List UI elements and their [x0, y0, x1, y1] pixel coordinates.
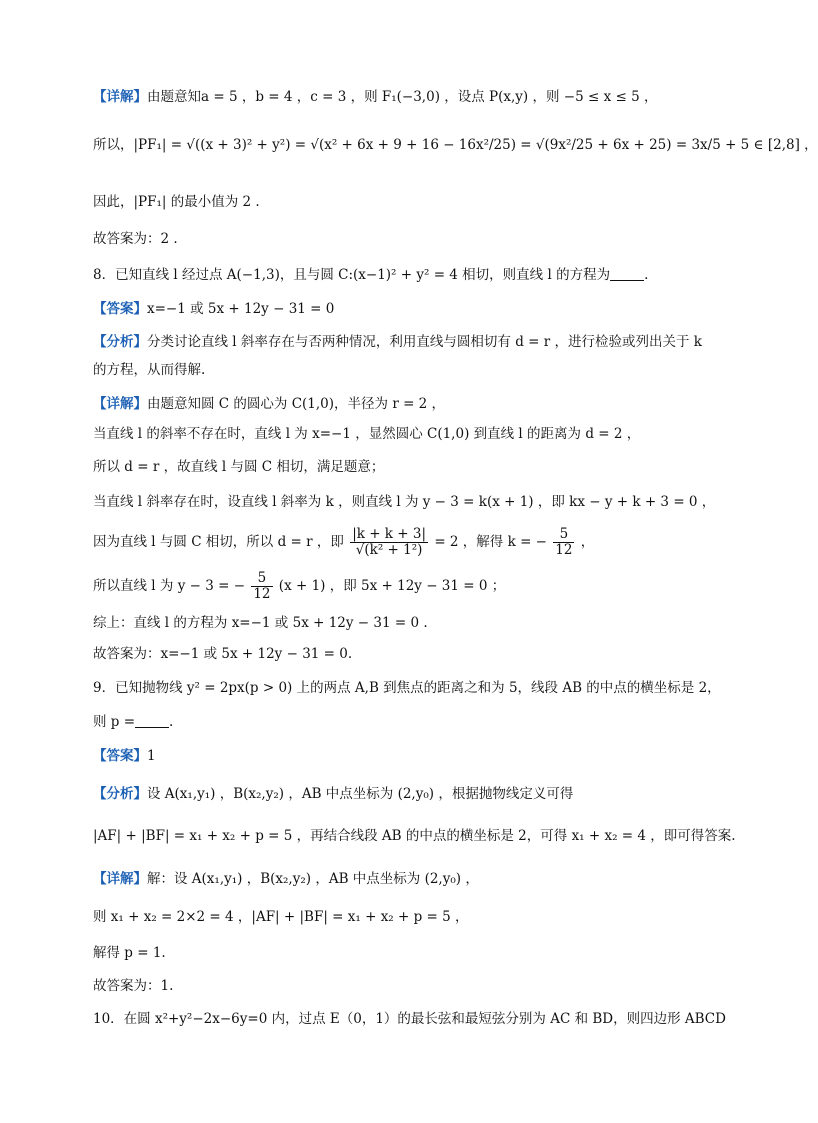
p9-analysis-line-1 — [93, 785, 573, 803]
line-slope-numerator: 5 — [251, 571, 272, 587]
distance-numerator: |k + k + 3| — [352, 526, 427, 542]
distance-fraction — [350, 527, 428, 558]
answer-blank — [610, 280, 644, 281]
p9-question-text-2: 则 p = — [93, 714, 136, 730]
answer-tag: 【答案】 — [93, 301, 147, 317]
p8-detail-text-7: 综上：直线 l 的方程为 x=−1 或 5x + 12y − 31 = 0 . — [93, 615, 428, 631]
p8-detail-text-5c: ， — [580, 534, 595, 550]
p8-detail-text-5a: 因为直线 l 与圆 C 相切，所以 d = r ，即 — [93, 534, 344, 550]
p7-detail-line — [93, 88, 657, 106]
p8-detail-line-8 — [93, 645, 352, 663]
p9-answer-text: 1 — [147, 748, 156, 764]
line-slope-denominator: 12 — [253, 586, 271, 602]
p8-analysis-line-1 — [93, 333, 702, 351]
p8-detail-text-3: 所以 d = r ，故直线 l 与圆 C 相切，满足题意； — [93, 459, 385, 475]
slope-numerator: 5 — [553, 527, 574, 543]
p8-analysis-text-2: 的方程，从而得解. — [93, 362, 206, 378]
p10-question-line — [93, 1010, 726, 1028]
p7-formula-prefix: 所以，|PF₁| = √((x + 3)² + y²) = — [93, 137, 311, 153]
p7-detail-text: 由题意知a = 5 ，b = 4 ，c = 3 ，则 F₁(−3,0) ，设点 P(x,y) ，则 −5 ≤ x ≤ 5 ， — [147, 89, 658, 105]
p10-question-text: 10．在圆 x²+y²−2x−6y=0 内，过点 E（0，1）的最长弦和最短弦分别为 AC 和 BD，则四边形 ABCD — [93, 1011, 726, 1027]
p7-answer-line — [93, 230, 178, 248]
p9-detail-line-3 — [93, 944, 166, 962]
p9-answer-line — [93, 747, 156, 765]
p8-answer-line — [93, 300, 334, 318]
p9-question-text-1: 9．已知抛物线 y² = 2px(p > 0) 上的两点 A,B 到焦点的距离之和为 5，线段 AB 的中点的横坐标是 2， — [93, 680, 721, 696]
p8-detail-line-4 — [93, 493, 715, 511]
analysis-tag: 【分析】 — [93, 786, 147, 802]
p8-detail-text-4: 当直线 l 斜率存在时，设直线 l 斜率为 k ，则直线 l 为 y − 3 = k(x + 1) ，即 kx − y + k + 3 = 0 ， — [93, 494, 716, 510]
p9-detail-line-1 — [93, 870, 479, 888]
p9-detail-line-2 — [93, 908, 469, 926]
p9-question-end: . — [169, 714, 174, 730]
p8-analysis-text-1: 分类讨论直线 l 斜率存在与否两种情况，利用直线与圆相切有 d = r ，进行检验或列出关于 k — [147, 334, 702, 350]
line-slope-fraction — [251, 571, 272, 602]
p7-min-line — [93, 193, 260, 211]
p9-analysis-line-2 — [93, 827, 736, 845]
p7-formula-middle: √(x² + 6x + 9 + 16 − 16x²/25) = √(9x²/25 + 6x + 25) = — [310, 137, 688, 153]
detail-tag: 【详解】 — [93, 871, 147, 887]
p7-answer-text: 故答案为：2 . — [93, 231, 178, 247]
p8-detail-text-6a: 所以直线 l 为 y − 3 = − — [93, 578, 246, 594]
p8-detail-text-5b: = 2 ，解得 k = − — [434, 534, 547, 550]
p8-detail-line-6 — [93, 570, 505, 602]
p7-formula-line — [93, 136, 818, 154]
p9-detail-line-4 — [93, 977, 173, 995]
answer-blank — [135, 727, 169, 728]
p9-question-line-1 — [93, 679, 721, 697]
p8-answer-text: x=−1 或 5x + 12y − 31 = 0 — [147, 301, 335, 317]
p8-question-end: . — [644, 267, 649, 283]
detail-tag: 【详解】 — [93, 396, 147, 412]
answer-tag: 【答案】 — [93, 748, 147, 764]
p8-analysis-line-2 — [93, 361, 205, 379]
p9-question-line-2 — [93, 713, 173, 731]
p7-min-text: 因此，|PF₁| 的最小值为 2 . — [93, 194, 260, 210]
slope-fraction — [553, 527, 574, 558]
analysis-tag: 【分析】 — [93, 334, 147, 350]
p9-detail-text-2: 则 x₁ + x₂ = 2×2 = 4 ，|AF| + |BF| = x₁ + x₂ + p = 5 ， — [93, 909, 469, 925]
distance-denominator: √(k² + 1²) — [355, 542, 423, 558]
p8-detail-text-8: 故答案为：x=−1 或 5x + 12y − 31 = 0. — [93, 646, 353, 662]
p8-detail-line-1 — [93, 395, 445, 413]
p9-analysis-text-1: 设 A(x₁,y₁) ，B(x₂,y₂) ，AB 中点坐标为 (2,y₀) ，根据抛物线定义可得 — [147, 786, 574, 802]
p8-detail-text-1: 由题意知圆 C 的圆心为 C(1,0)，半径为 r = 2 ， — [147, 396, 446, 412]
p9-detail-text-4: 故答案为：1. — [93, 978, 174, 994]
p8-detail-line-3 — [93, 458, 384, 476]
p8-detail-text-2: 当直线 l 的斜率不存在时，直线 l 为 x=−1 ，显然圆心 C(1,0) 到直线 l 的距离为 d = 2 ， — [93, 426, 641, 442]
p8-detail-line-5 — [93, 526, 594, 558]
p8-detail-text-6b: (x + 1) ，即 5x + 12y − 31 = 0 ； — [278, 578, 506, 594]
slope-denominator: 12 — [555, 542, 573, 558]
p8-detail-line-2 — [93, 425, 640, 443]
p9-detail-text-3: 解得 p = 1. — [93, 945, 166, 961]
detail-tag: 【详解】 — [93, 89, 147, 105]
p8-detail-line-7 — [93, 614, 428, 632]
p8-question — [93, 266, 648, 284]
p7-formula-result: 3x/5 + 5 ∈ [2,8] ， — [691, 137, 818, 153]
p9-detail-text-1: 解：设 A(x₁,y₁) ，B(x₂,y₂) ，AB 中点坐标为 (2,y₀) ， — [147, 871, 479, 887]
p9-analysis-text-2: |AF| + |BF| = x₁ + x₂ + p = 5 ，再结合线段 AB 的中点的横坐标是 2，可得 x₁ + x₂ = 4 ，即可得答案. — [93, 828, 736, 844]
p8-question-text: 8．已知直线 l 经过点 A(−1,3)，且与圆 C:(x−1)² + y² = 4 相切，则直线 l 的方程为 — [93, 267, 611, 283]
